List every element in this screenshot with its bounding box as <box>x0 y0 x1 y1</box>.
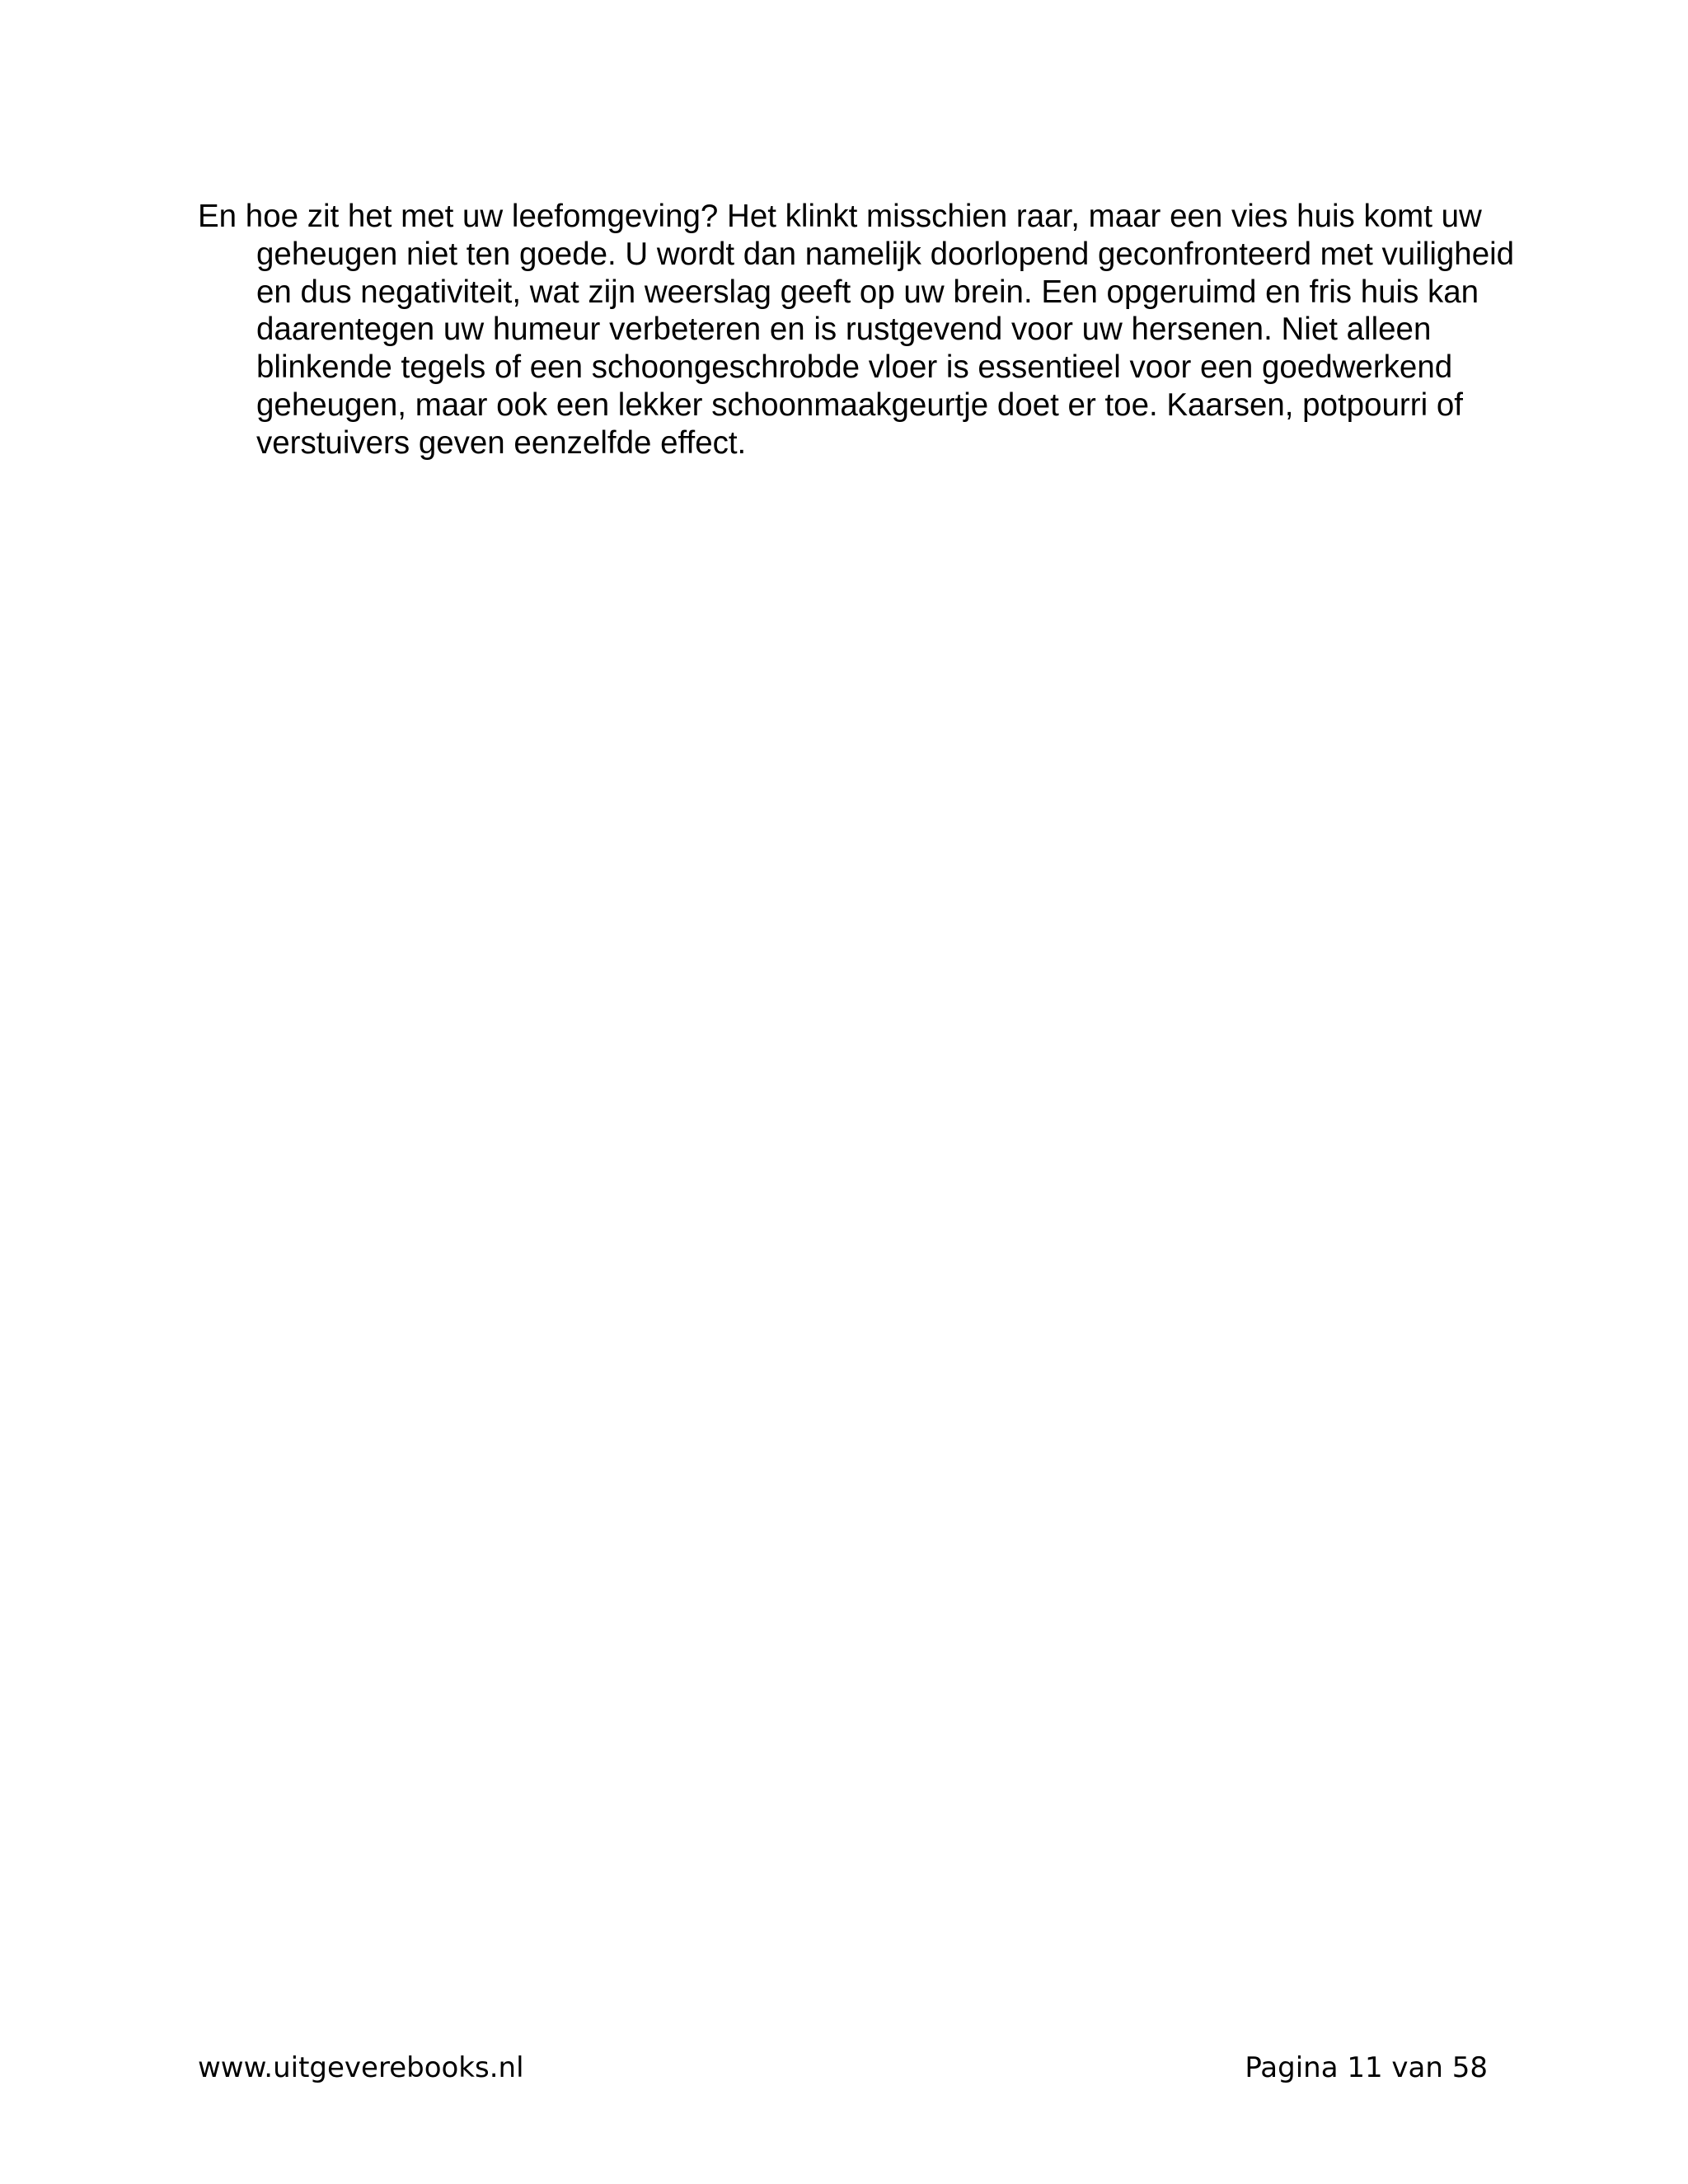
footer-page-number: Pagina 11 van 58 <box>1245 2051 1488 2084</box>
page-footer <box>198 2047 1488 2088</box>
footer-website: www.uitgeverebooks.nl <box>198 2051 524 2084</box>
body-paragraph: En hoe zit het met uw leefomgeving? Het klinkt misschien raar, maar een vies huis komt uw geheugen niet ten goede. U wordt dan namelijk doorlopend geconfronteerd met vuiligheid en dus negativiteit, wat zijn weerslag geeft op uw brein. Een opgeruimd en fris huis kan daarentegen uw humeur verbeteren en is rustgevend voor uw hersenen. Niet alleen blinkende tegels of een schoongeschrobde vloer is essentieel voor een goedwerkend geheugen, maar ook een lekker schoonmaakgeurtje doet er toe. Kaarsen, potpourri of verstuivers geven eenzelfde effect. <box>198 199 1515 461</box>
